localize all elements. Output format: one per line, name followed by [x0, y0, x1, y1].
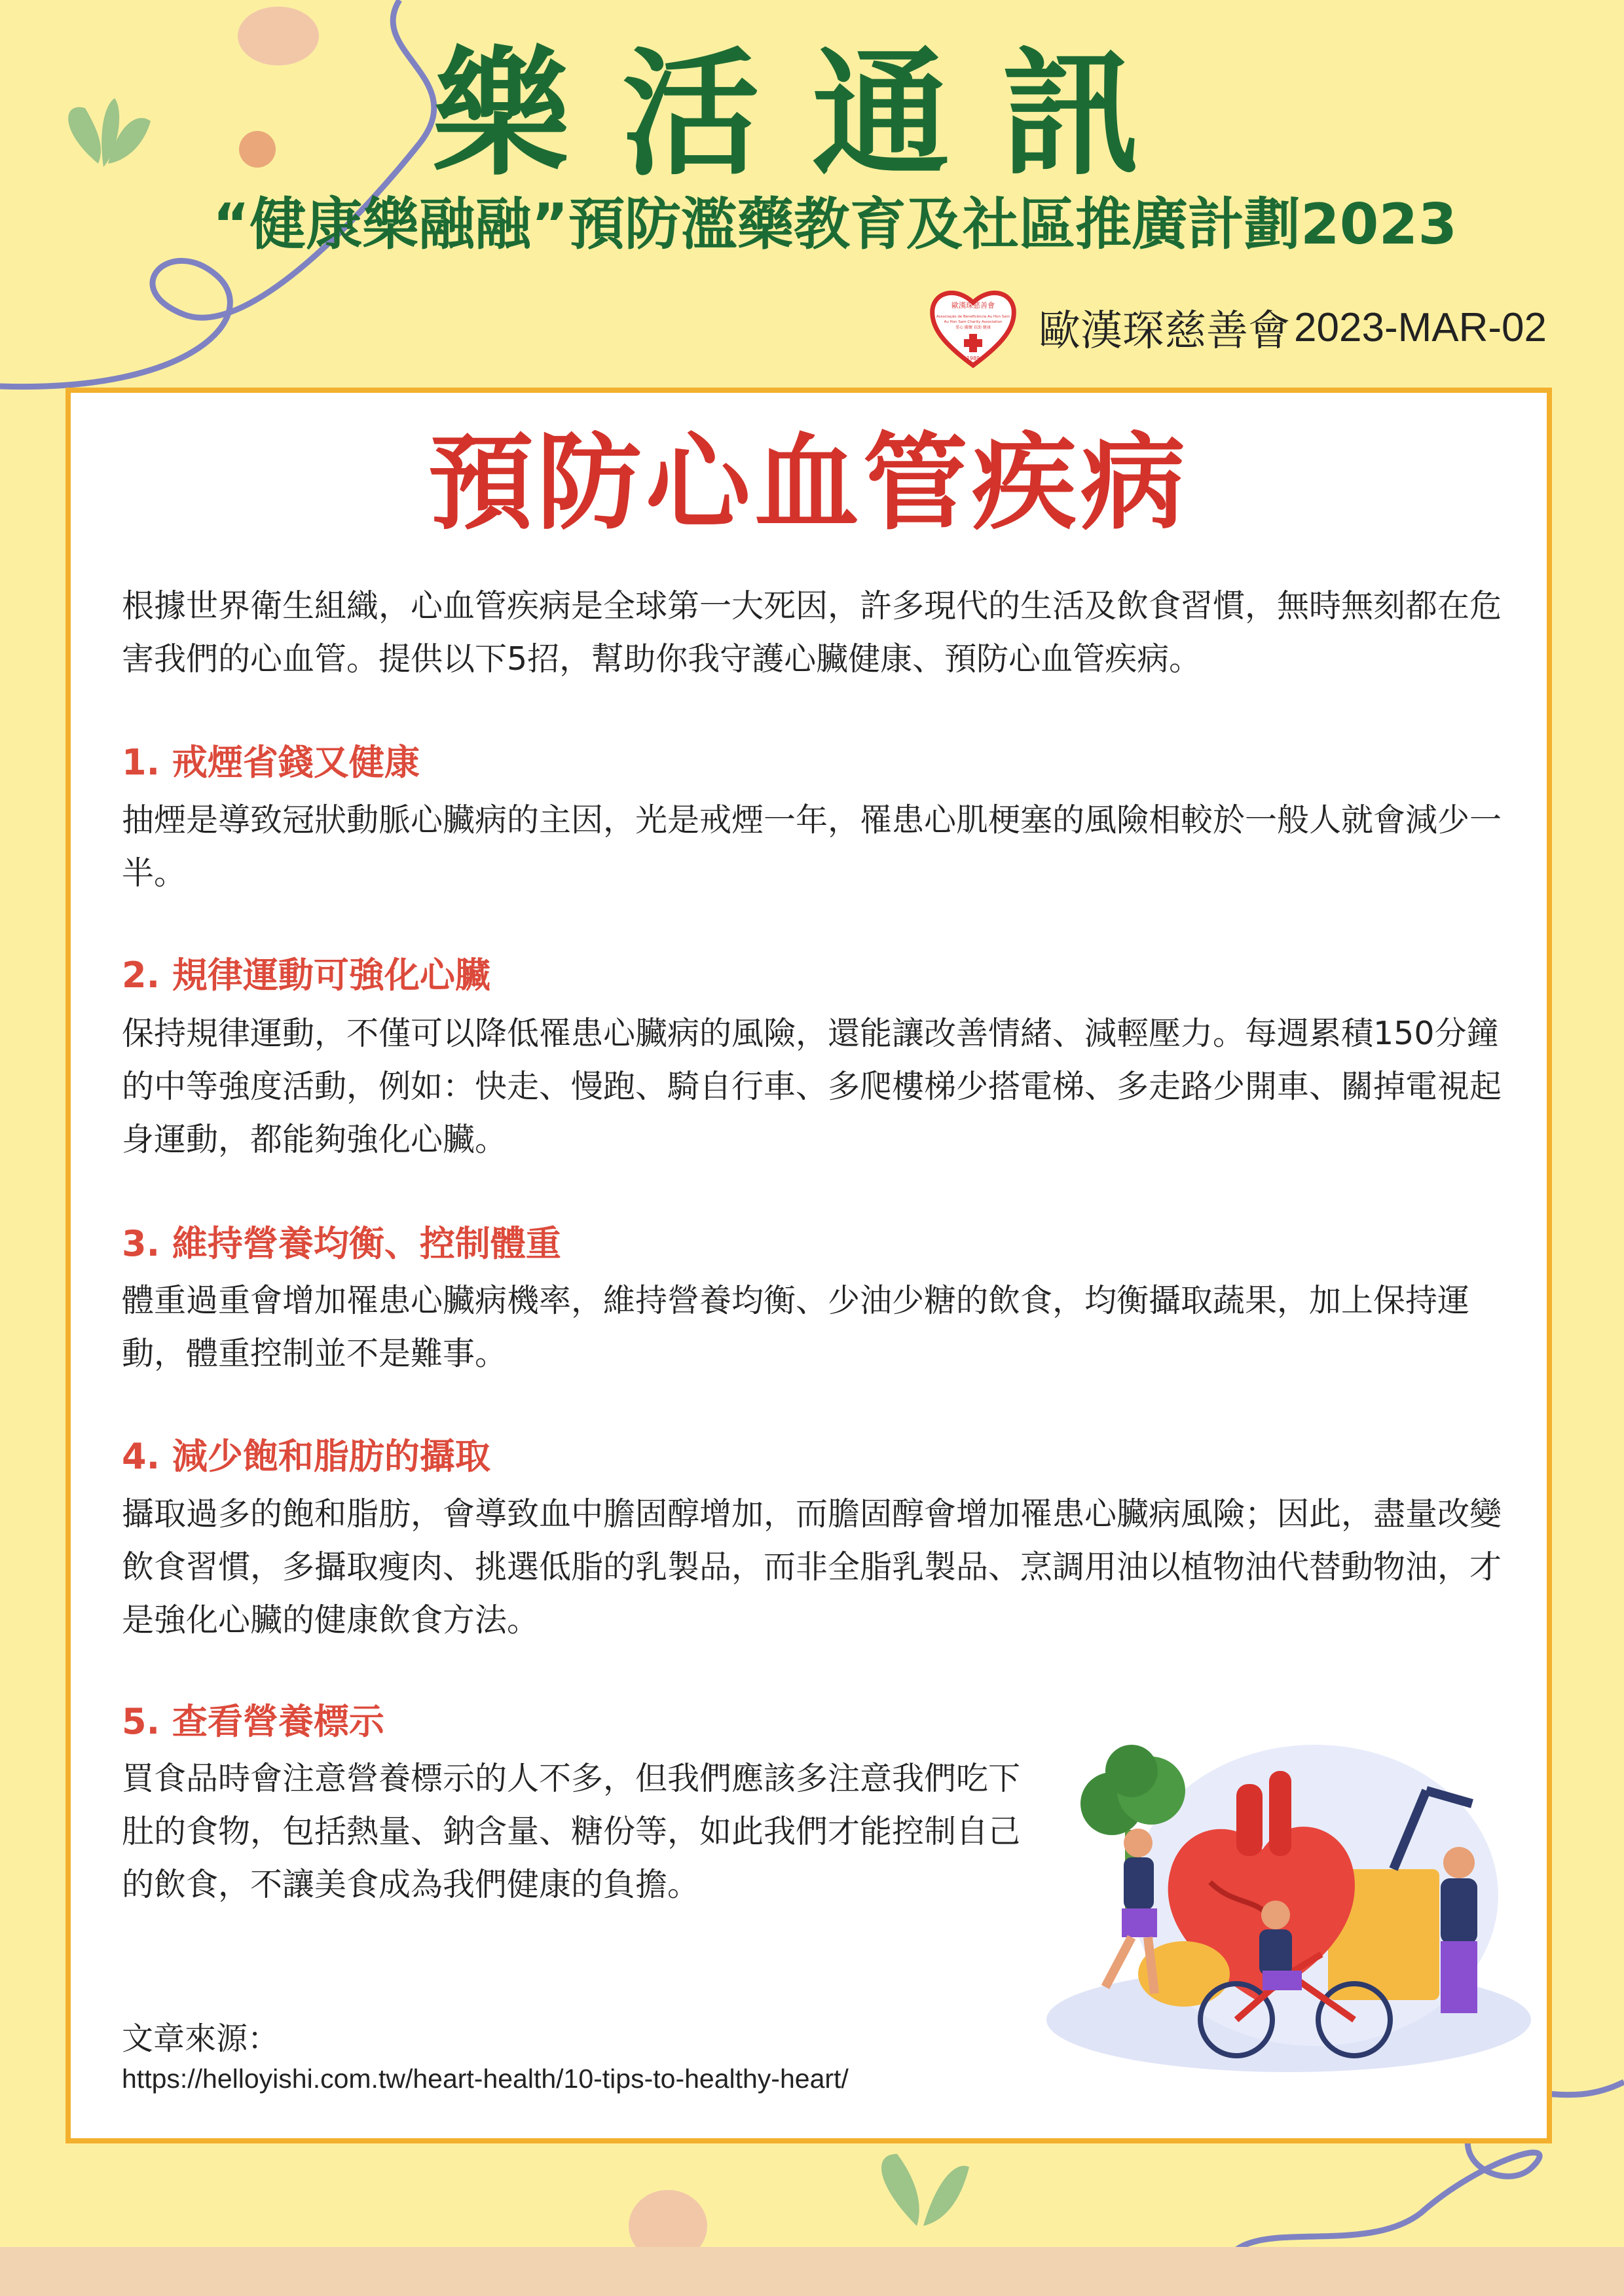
logo-line-2: Au Hon Sam Charity Association [944, 320, 1003, 324]
article-title: 預防心血管疾病 [428, 422, 1189, 544]
logo-line-3: 愛心 關懷 扶助 健康 [955, 325, 991, 330]
logo-year: 1989 [966, 355, 980, 361]
organization-logo [927, 282, 1019, 373]
source-url[interactable]: https://helloyishi.com.tw/heart-health/10-tips-to-healthy-heart/ [122, 2064, 849, 2094]
issue-code: 2023-MAR-02 [1294, 304, 1547, 350]
organization-row [927, 282, 1547, 373]
tip-5-body: 買食品時會注意營養標示的人不多，但我們應該多注意我們吃下肚的食物，包括熱量、鈉含量、糖份等，如此我們才能控制自己的飲食，不讓美食成為我們健康的負擔。 [122, 1760, 1021, 1903]
bottom-band [0, 2247, 1624, 2296]
tip-2-heading: 2. 規律運動可強化心臟 [122, 955, 490, 996]
newsletter-title: 樂活通訊 [432, 34, 1192, 194]
logo-line-1: Associação de Beneficência Au Hon Sam [936, 315, 1010, 319]
intro-paragraph: 根據世界衛生組織，心血管疾病是全球第一大死因，許多現代的生活及飲食習慣，無時無刻都在危害我們的心血管。提供以下5招，幫助你我守護心臟健康、預防心血管疾病。 [122, 587, 1502, 678]
heart-health-illustration [1040, 1712, 1538, 2079]
tip-4-body: 攝取過多的飽和脂肪，會導致血中膽固醇增加，而膽固醇會增加罹患心臟病風險；因此，盡量改變飲食習慣，多攝取瘦肉、挑選低脂的乳製品，而非全脂乳製品、烹調用油以植物油代替動物油，才是強化心臟的健康飲食方法。 [122, 1495, 1502, 1639]
program-subtitle: “健康樂融融”預防濫藥教育及社區推廣計劃2023 [212, 192, 1458, 257]
organization-name: 歐漢琛慈善會 [1039, 307, 1291, 355]
tip-4-heading: 4. 減少飽和脂肪的攝取 [122, 1436, 490, 1477]
article-card [65, 388, 1552, 2143]
tip-3-body: 體重過重會增加罹患心臟病機率，維持營養均衡、少油少糖的飲食，均衡攝取蔬果，加上保持運動，體重控制並不是難事。 [122, 1282, 1470, 1372]
source-label: 文章來源： [122, 2020, 280, 2057]
tip-1-body: 抽煙是導致冠狀動脈心臟病的主因，光是戒煙一年，罹患心肌梗塞的風險相較於一般人就會減少一半。 [122, 801, 1502, 892]
leaf-plant-bottom [881, 2154, 969, 2226]
tip-3-heading: 3. 維持營養均衡、控制體重 [122, 1223, 561, 1264]
tip-5-heading: 5. 查看營養標示 [122, 1701, 384, 1742]
tip-2-body: 保持規律運動，不僅可以降低罹患心臟病的風險，還能讓改善情緒、減輕壓力。每週累積150分鐘的中等強度活動，例如：快走、慢跑、騎自行車、多爬樓梯少搭電梯、多走路少開車、關掉電視起身運動，都能夠強化心臟。 [122, 1015, 1502, 1158]
tip-1-heading: 1. 戒煙省錢又健康 [122, 742, 420, 783]
logo-top-text: 歐漢琛慈善會 [951, 301, 995, 310]
